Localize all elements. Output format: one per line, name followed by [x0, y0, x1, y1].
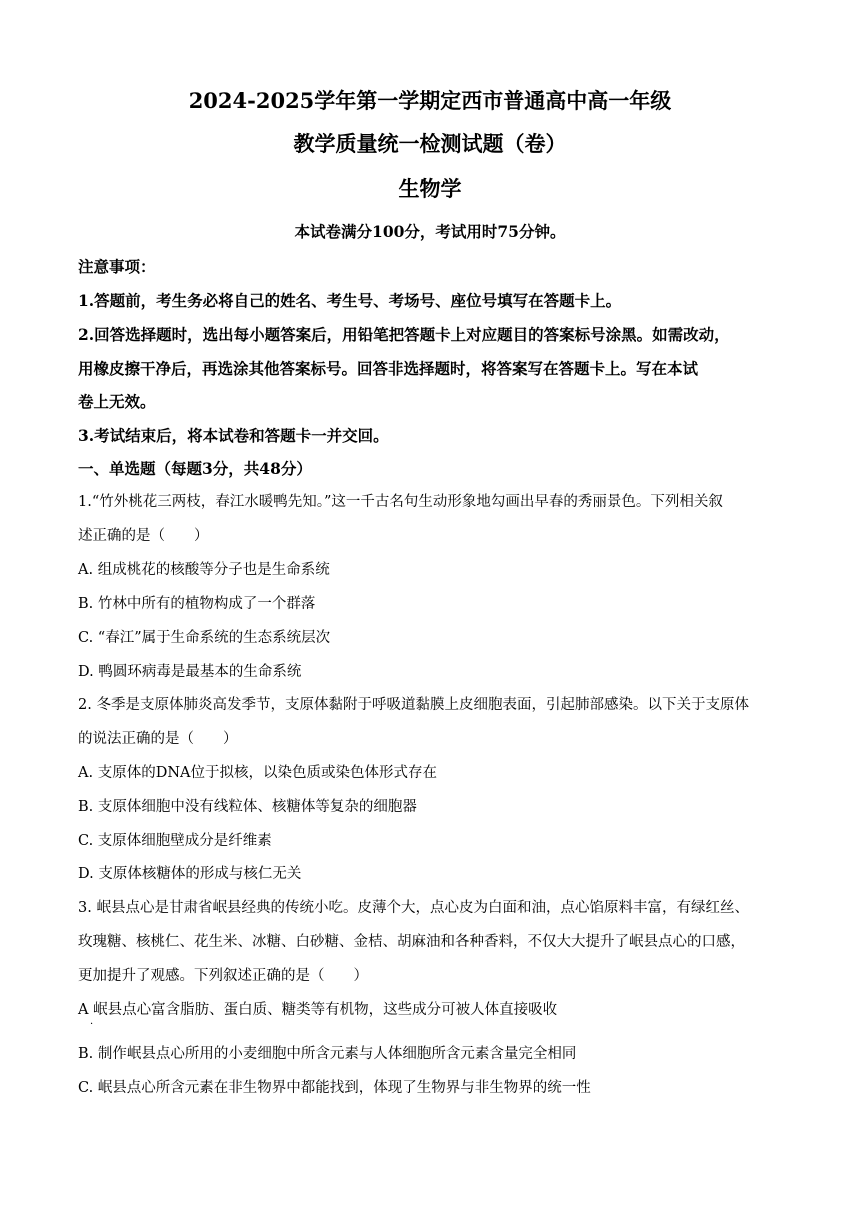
note-item: 1.答题前，考生务必将自己的姓名、考生号、考场号、座位号填写在答题卡上。 [78, 291, 622, 310]
question-1-option-d: D. 鸭圆环病毒是最基本的生命系统 [78, 664, 302, 680]
question-1-stem: 述正确的是（ ） [78, 528, 209, 544]
subject-title: 生物学 [398, 176, 462, 201]
question-3-option-c: C. 岷县点心所含元素在非生物界中都能找到，体现了生物界与非生物界的统一性 [78, 1080, 591, 1096]
note-item: 卷上无效。 [78, 392, 156, 411]
section-heading: 一、单选题（每题3分，共48分） [78, 459, 312, 478]
question-1-option-a: A. 组成桃花的核酸等分子也是生命系统 [78, 562, 330, 578]
question-3-option-a: A 岷县点心富含脂肪、蛋白质、糖类等有机物，这些成分可被人体直接吸收 [78, 1002, 558, 1018]
document-title-line-1: 2024-2025学年第一学期定西市普通高中高一年级 [188, 88, 672, 113]
question-3-stem: 3. 岷县点心是甘肃省岷县经典的传统小吃。皮薄个大，点心皮为白面和油，点心馅原料丰富，有绿红丝、 [78, 900, 749, 916]
question-3-option-b: B. 制作岷县点心所用的小麦细胞中所含元素与人体细胞所含元素含量完全相同 [78, 1046, 577, 1062]
question-2-option-c: C. 支原体细胞壁成分是纤维素 [78, 833, 272, 849]
note-item: 2.回答选择题时，选出每小题答案后，用铅笔把答题卡上对应题目的答案标号涂黑。如需改动， [78, 325, 730, 344]
question-2-stem: 2. 冬季是支原体肺炎高发季节，支原体黏附于呼吸道黏膜上皮细胞表面，引起肺部感染。以下关于支原体 [78, 697, 749, 713]
exam-info: 本试卷满分100分，考试用时75分钟。 [294, 222, 566, 241]
question-3-stem: 玫瑰糖、核桃仁、花生米、冰糖、白砂糖、金桔、胡麻油和各种香料，不仅大大提升了岷县点心的口感， [78, 934, 745, 950]
question-1-option-c: C. “春江”属于生命系统的生态系统层次 [78, 630, 331, 646]
question-2-option-d: D. 支原体核糖体的形成与核仁无关 [78, 866, 302, 882]
note-item: 用橡皮擦干净后，再选涂其他答案标号。回答非选择题时，将答案写在答题卡上。写在本试 [78, 359, 699, 378]
question-2-option-b: B. 支原体细胞中没有线粒体、核糖体等复杂的细胞器 [78, 799, 417, 815]
notes-heading: 注意事项： [78, 257, 156, 276]
question-3-stem: 更加提升了观感。下列叙述正确的是（ ） [78, 968, 368, 984]
question-2-stem: 的说法正确的是（ ） [78, 731, 238, 747]
note-item: 3.考试结束后，将本试卷和答题卡一并交回。 [78, 426, 389, 445]
question-1-stem: 1.“竹外桃花三两枝，春江水暖鸭先知。”这一千古名句生动形象地勾画出早春的秀丽景色。下列相关叙 [78, 494, 723, 510]
question-2-option-a: A. 支原体的DNA位于拟核，以染色质或染色体形式存在 [78, 765, 437, 781]
question-1-option-b: B. 竹林中所有的植物构成了一个群落 [78, 596, 316, 612]
document-title-line-2: 教学质量统一检测试题（卷） [293, 131, 567, 156]
stray-dot: · [90, 1019, 94, 1030]
